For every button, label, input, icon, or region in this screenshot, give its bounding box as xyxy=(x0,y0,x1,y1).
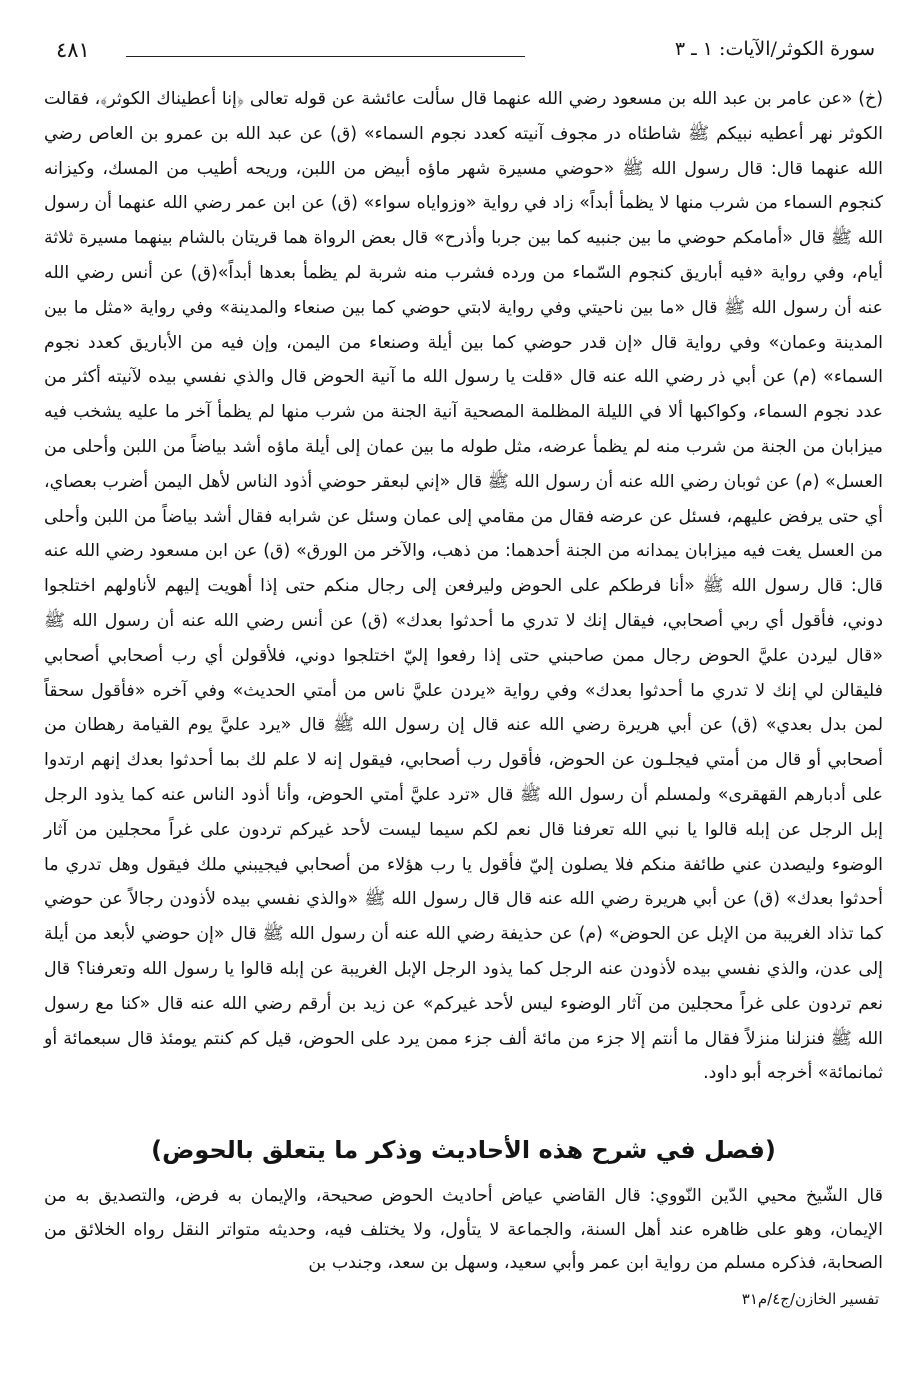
page-header xyxy=(56,36,875,76)
header-rule xyxy=(126,56,525,57)
section-text-block xyxy=(44,1180,883,1281)
section-paragraph: قال الشّيخ محيي الدّين النّووي: قال القاضي عياض أحاديث الحوض صحيحة، والإيمان به فرض، والتصديق به من الإيمان، وهو على ظاهره عند أهل السنة، والجماعة لا يتأول، ولا يختلف فيه، وحديثه متواتر النقل رواه الخلائق من الصحابة، فذكره مسلم من رواية ابن عمر وأبي سعيد، وسهل بن سعد، وجندب بن xyxy=(44,1186,883,1273)
running-title: سورة الكوثر/الآيات: ١ ـ ٣ xyxy=(674,38,875,60)
page-number: ٤٨١ xyxy=(56,38,90,62)
section-heading: (فصل في شرح هذه الأحاديث وذكر ما يتعلق بالحوض) xyxy=(151,1136,776,1164)
main-paragraph: (خ) «عن عامر بن عبد الله بن مسعود رضي الله عنهما قال سألت عائشة عن قوله تعالى ﴿إنا أعطيناك الكوثر﴾، فقالت الكوثر نهر أعطيه نبيكم ﷺ شاطئاه در مجوف آنيته كعدد نجوم السماء» (ق) عن عبد الله بن عمرو بن العاص رضي الله عنهما قال: قال رسول الله ﷺ «حوضي مسيرة شهر ماؤه أبيض من اللبن، وريحه أطيب من المسك، وكيزانه كنجوم السماء من شرب منها لا يظمأ أبداً» زاد في رواية «وزواياه سواء» (ق) عن ابن عمر رضي الله عنهما أن رسول الله ﷺ قال «أمامكم حوضي ما بين جنبيه كما بين جربا وأذرح» قال بعض الرواة هما قريتان بالشام بينهما مسيرة ثلاثة أيام، وفي رواية «فيه أباريق كنجوم السّماء من ورده فشرب منه شربة لم يظمأ بعدها أبداً»(ق) عن أنس رضي الله عنه أن رسول الله ﷺ قال «ما بين ناحيتي وفي رواية لابتي حوضي كما بين صنعاء والمدينة» وفي رواية «مثل ما بين المدينة وعمان» وفي رواية قال «إن قدر حوضي كما بين أيلة وصنعاء من اليمن، وإن فيه من الأباريق كعدد نجوم السماء» (م) عن أبي ذر رضي الله عنه قال «قلت يا رسول الله ما آنية الحوض قال والذي نفسي بيده لآنيته أكثر من عدد نجوم السماء، وكواكبها ألا في الليلة المظلمة المصحية آنية الجنة من شرب منها لم يظمأ آخر ما عليه يشخب فيه ميزابان من الجنة من شرب منه لم يظمأ عرضه، مثل طوله ما بين عمان إلى أيلة ماؤه أشد بياضاً من اللبن وأحلى من العسل» (م) عن ثوبان رضي الله عنه أن رسول الله ﷺ قال «إني لبعقر حوضي أذود الناس لأهل اليمن أضرب بعصاي، أي حتى يرفض عليهم، فسئل عن عرضه فقال من مقامي إلى عمان وسئل عن شرابه فقال أشد بياضاً من اللبن وأحلى من العسل يغت فيه ميزابان يمدانه من الجنة أحدهما: من ذهب، والآخر من الورق» (ق) عن ابن مسعود رضي الله عنه قال: قال رسول الله ﷺ «أنا فرطكم على الحوض وليرفعن إلى رجال منكم حتى إذا أهويت إليهم لأناولهم اختلجوا دوني، فأقول أي ربي أصحابي، فيقال إنك لا تدري ما أحدثوا بعدك» (ق) عن أنس رضي الله عنه أن رسول الله ﷺ «قال ليردن عليَّ الحوض رجال ممن صاحبني حتى إذا رفعوا إليّ اختلجوا دوني، فلأقولن أي رب أصحابي أصحابي فليقالن لي إنك لا تدري ما أحدثوا بعدك» وفي رواية «يردن عليَّ ناس من أمتي الحديث» وفي آخره «فأقول سحقاً لمن بدل بعدي» (ق) عن أبي هريرة رضي الله عنه قال إن رسول الله ﷺ قال «يرد عليَّ يوم القيامة رهطان من أصحابي أو قال من أمتي فيجلـون عن الحوض، فأقول رب أصحابي، فيقول إنه لا علم لك بما أحدثوا بعدك إنهم ارتدوا على أدبارهم القهقرى» ولمسلم أن رسول الله ﷺ قال «ترد عليَّ أمتي الحوض، وأنا أذود الناس عنه كما يذود الرجل إبل الرجل عن إبله قالوا يا نبي الله تعرفنا قال نعم لكم سيما ليست لأحد غيركم تردون على غراً محجلين من آثار الوضوء وليصدن عني طائفة منكم فلا يصلون إليّ فأقول يا رب هؤلاء من أصحابي فيجيبني ملك فيقول وهل تدري ما أحدثوا بعدك» (ق) عن أبي هريرة رضي الله عنه قال قال رسول الله ﷺ «والذي نفسي بيده لأذودن رجالاً عن حوضي كما تذاد الغريبة من الإبل عن الحوض» (م) عن حذيفة رضي الله عنه أن رسول الله ﷺ قال «إن حوضي لأبعد من أيلة إلى عدن، والذي نفسي بيده لأذودن عنه الرجل كما يذود الرجل الإبل الغريبة عن إبله قالوا يا رسول الله وتعرفنا؟ قال نعم تردون على غراً محجلين من آثار الوضوء ليس لأحد غيركم» عن زيد بن أرقم رضي الله عنه قال «كنا مع رسول الله ﷺ فنزلنا منزلاً فقال ما أنتم إلا جزء من مائة ألف جزء ممن يرد على الحوض، قيل كم كنتم يومئذ قال سبعمائة أو ثمانمائة» أخرجه أبو داود. xyxy=(44,89,883,1084)
main-text-block xyxy=(44,82,883,1091)
footer-signature: تفسير الخازن/ج٤/م٣١ xyxy=(741,1290,879,1308)
